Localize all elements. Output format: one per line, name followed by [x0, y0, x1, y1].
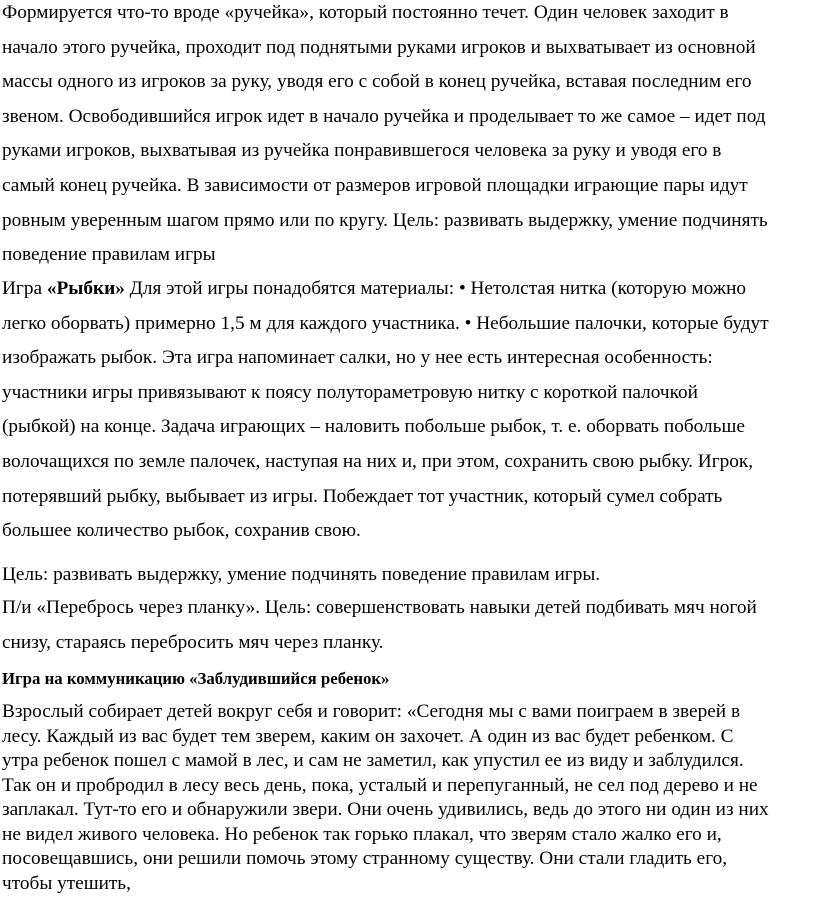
text-line: (рыбкой) на конце. Задача играющих – наловить побольше рыбок, т. е. оборвать побольше [2, 416, 745, 438]
text-line: Так он и пробродил в лесу весь день, пока, усталый и перепуганный, не сел под дерево и не [2, 774, 758, 796]
text-line: волочащихся по земле палочек, наступая на них и, при этом, сохранить свою рыбку. Игрок, [2, 450, 754, 472]
text-line: массы одного из игроков за руку, уводя его с собой в конец ручейка, вставая последним его [2, 71, 752, 93]
text-line: не видел живого человека. Но ребенок так горько плакал, что зверям стало жалко его и, [2, 823, 722, 845]
text-line: руками игроков, выхватывая из ручейка понравившегося человека за руку и уводя его в [2, 140, 722, 162]
text-line: легко оборвать) примерно 1,5 м для каждого участника. • Небольшие палочки, которые будут [2, 312, 769, 334]
text-line: самый конец ручейка. В зависимости от размеров игровой площадки играющие пары идут [2, 174, 748, 196]
text-line [2, 272, 769, 307]
text-line: ровным уверенным шагом прямо или по кругу. Цель: развивать выдержку, умение подчинять [2, 209, 768, 231]
text-line: Цель: развивать выдержку, умение подчинять поведение правилам игры. [2, 564, 601, 585]
text-line: начало этого ручейка, проходит под поднятыми руками игроков и выхватывает из основной [2, 36, 756, 58]
paragraph-fish-game [2, 272, 769, 549]
text-line: участники игры привязывают к поясу полутораметровую нитку с короткой палочкой [2, 381, 698, 403]
text-line: звеном. Освободившийся игрок идет в начало ручейка и проделывает то же самое – идет под [2, 105, 766, 127]
text-line: Взрослый собирает детей вокруг себя и говорит: «Сегодня мы с вами поиграем в зверей в [2, 701, 741, 722]
text-line: потерявший рыбку, выбывает из игры. Побеждает тот участник, который сумел собрать [2, 485, 723, 507]
text-line: чтобы утешить, [2, 872, 131, 894]
text-line: П/и «Перебрось через планку». Цель: совершенствовать навыки детей подбивать мяч ногой [2, 597, 757, 618]
text-line: изображать рыбок. Эта игра напоминает салки, но у нее есть интересная особенность: [2, 347, 713, 369]
paragraph-lost-child [2, 700, 769, 896]
text-line: заплакал. Тут-то его и обнаружили звери. Они очень удивились, ведь до этого ни один из них [2, 799, 769, 820]
paragraph-bar-game [2, 591, 757, 660]
section-heading: Игра на коммуникацию «Заблудившийся ребенок» [2, 669, 390, 688]
game-title: «Рыбки» [46, 278, 125, 299]
text-line: поведение правилам игры [2, 244, 216, 266]
game-intro: Для этой игры понадобятся материалы: • Нетолстая нитка (которую можно [124, 278, 747, 299]
text-line: утра ребенок пошел с мамой в лес, и сам не заметил, как упустил ее из виду и заблудился. [2, 750, 744, 771]
text-line: большее количество рыбок, сохранив свою. [2, 520, 361, 542]
text-line: снизу, стараясь перебросить мяч через планку. [2, 631, 384, 653]
paragraph-stream-game [2, 0, 768, 273]
text-line: Формируется что-то вроде «ручейка», который постоянно течет. Один человек заходит в [2, 2, 729, 23]
text-line: посовещавшись, они решили помочь этому странному существу. Они стали гладить его, [2, 848, 728, 869]
paragraph-fish-goal [2, 558, 600, 593]
game-prefix: Игра [2, 278, 47, 299]
text-line: лесу. Каждый из вас будет тем зверем, каким он захочет. А один из вас будет ребенком. С [2, 725, 734, 747]
